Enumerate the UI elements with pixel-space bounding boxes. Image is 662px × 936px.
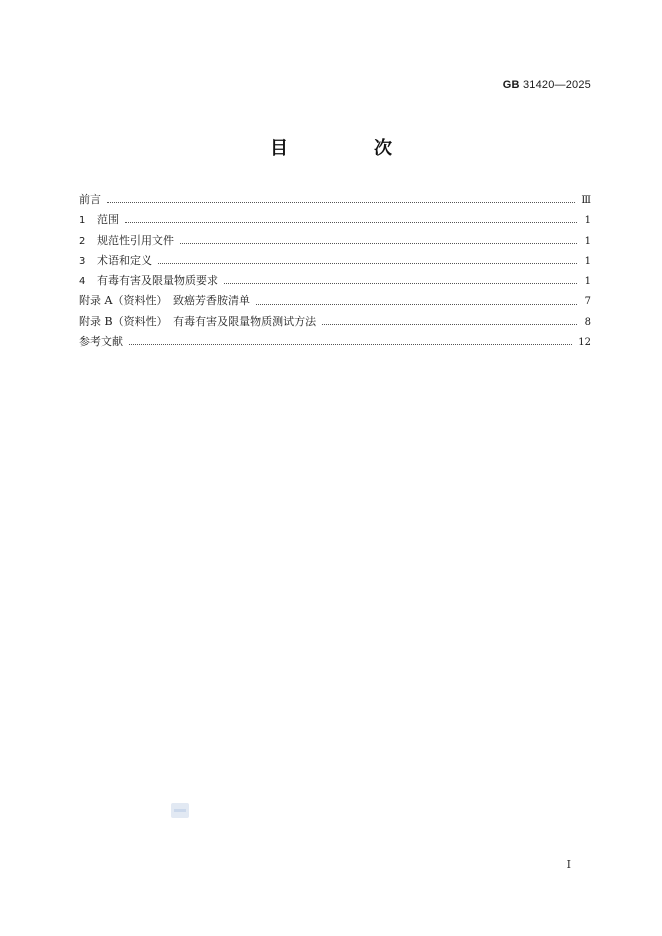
toc-leader-dots [224, 275, 577, 284]
toc-entry-annex-a[interactable] [79, 291, 591, 311]
toc-entry-page: 1 [584, 276, 591, 288]
toc-leader-dots [180, 235, 577, 244]
toc-entry-number: 4 [79, 276, 86, 288]
toc-entry-label: 参考文献 [79, 335, 123, 349]
page-title: 目 次 [270, 138, 426, 159]
toc-leader-dots [322, 316, 577, 325]
toc-entry-normative-references[interactable] [79, 231, 591, 251]
toc-entry-label: 有毒有害及限量物质要求 [97, 274, 218, 288]
toc-entry-page: 12 [578, 337, 591, 349]
toc-entry-scope[interactable] [79, 210, 591, 230]
toc-leader-dots [107, 194, 575, 203]
toc-entry-number: 3 [79, 255, 86, 267]
toc-entry-page: 8 [584, 316, 591, 328]
toc-leader-dots [158, 255, 577, 264]
toc-entry-number: 2 [79, 235, 86, 247]
toc-entry-requirements[interactable] [79, 271, 591, 291]
watermark-logo-icon [171, 803, 189, 818]
toc-entry-bibliography[interactable] [79, 332, 591, 352]
toc-entry-label: 范围 [97, 213, 119, 227]
toc-entry-number: 1 [79, 215, 86, 227]
toc-entry-terms-definitions[interactable] [79, 251, 591, 271]
standard-code [503, 79, 591, 91]
toc-entry-foreword[interactable] [79, 190, 591, 210]
toc-entry-page: 1 [584, 235, 591, 247]
table-of-contents [79, 190, 591, 352]
toc-entry-label: 规范性引用文件 [97, 233, 174, 247]
toc-entry-page: 7 [584, 296, 591, 308]
toc-entry-page: 1 [584, 255, 591, 267]
toc-leader-dots [129, 336, 572, 345]
toc-leader-dots [256, 296, 577, 305]
toc-entry-label: 术语和定义 [97, 253, 152, 267]
toc-entry-label: 附录 A（资料性） 致癌芳香胺清单 [79, 294, 250, 308]
toc-entry-page: Ⅲ [581, 195, 591, 206]
standard-prefix: GB [502, 79, 520, 91]
toc-entry-label: 前言 [79, 193, 101, 206]
toc-leader-dots [125, 214, 577, 223]
standard-number: 31420—2025 [522, 79, 591, 91]
toc-entry-label: 附录 B（资料性） 有毒有害及限量物质测试方法 [79, 314, 317, 328]
toc-entry-annex-b[interactable] [79, 312, 591, 332]
toc-entry-page: 1 [584, 215, 591, 227]
page-number: I [566, 858, 571, 871]
